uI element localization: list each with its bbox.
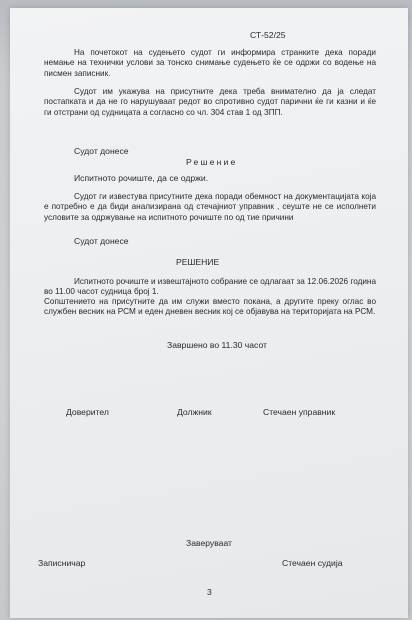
page-number: 3 (207, 587, 212, 597)
paragraph-order-warning: Судот им укажува на присутните дека треба внимателно да ја следат постапката и да не го нарушуваат редот во спротивно судот парични ќе ги казни и ќе ги отстрани од судницата а согласно со чл. 304 став 1 од ЗПП. (44, 87, 376, 117)
decision-2-title: РЕШЕНИЕ (176, 257, 220, 267)
decision-2-postponement: Испитното рочиште и извештајното собрание се одлагаат за 12.06.2026 година во 11.00 часот судница број 1. (44, 277, 376, 297)
signature-recorder: Записничар (38, 558, 86, 568)
paragraph-recording-notice: На почетокот на судењето судот ги информира странките дека поради немање на технички услови за тонско снимање судењето ќе се одржи со водење на писмен записник. (44, 48, 376, 78)
concluded-time: Завршено во 11.30 часот (167, 340, 267, 350)
decision-2-notification: Сопштението на присутните да им служи вместо покана, а другите преку оглас во службен весник на РСМ и еден дневен весник кој се објавува на територијата на РСМ. (44, 297, 376, 317)
decision-1-text: Испитното рочиште, да се одржи. (74, 173, 209, 183)
case-number: СТ-52/25 (250, 30, 286, 40)
signature-debtor: Должник (177, 407, 212, 417)
signature-judge: Стечаен судија (282, 558, 343, 568)
paragraph-documentation-notice: Судот ги известува присутните дека поради обемност на документацијата која е потребно е да биди анализирана од стечајниот управник , сеуште не се исполнети условите за одржување на испитното рочиште по од тие причини (44, 192, 376, 222)
certifies-label: Заверуваат (186, 538, 232, 548)
court-decides-2: Судот донесе (74, 236, 129, 246)
decision-1-title: Решение (186, 157, 238, 167)
signature-creditor: Доверител (66, 407, 109, 417)
court-decides-1: Судот донесе (74, 146, 129, 156)
signature-trustee: Стечаен управник (263, 407, 336, 417)
